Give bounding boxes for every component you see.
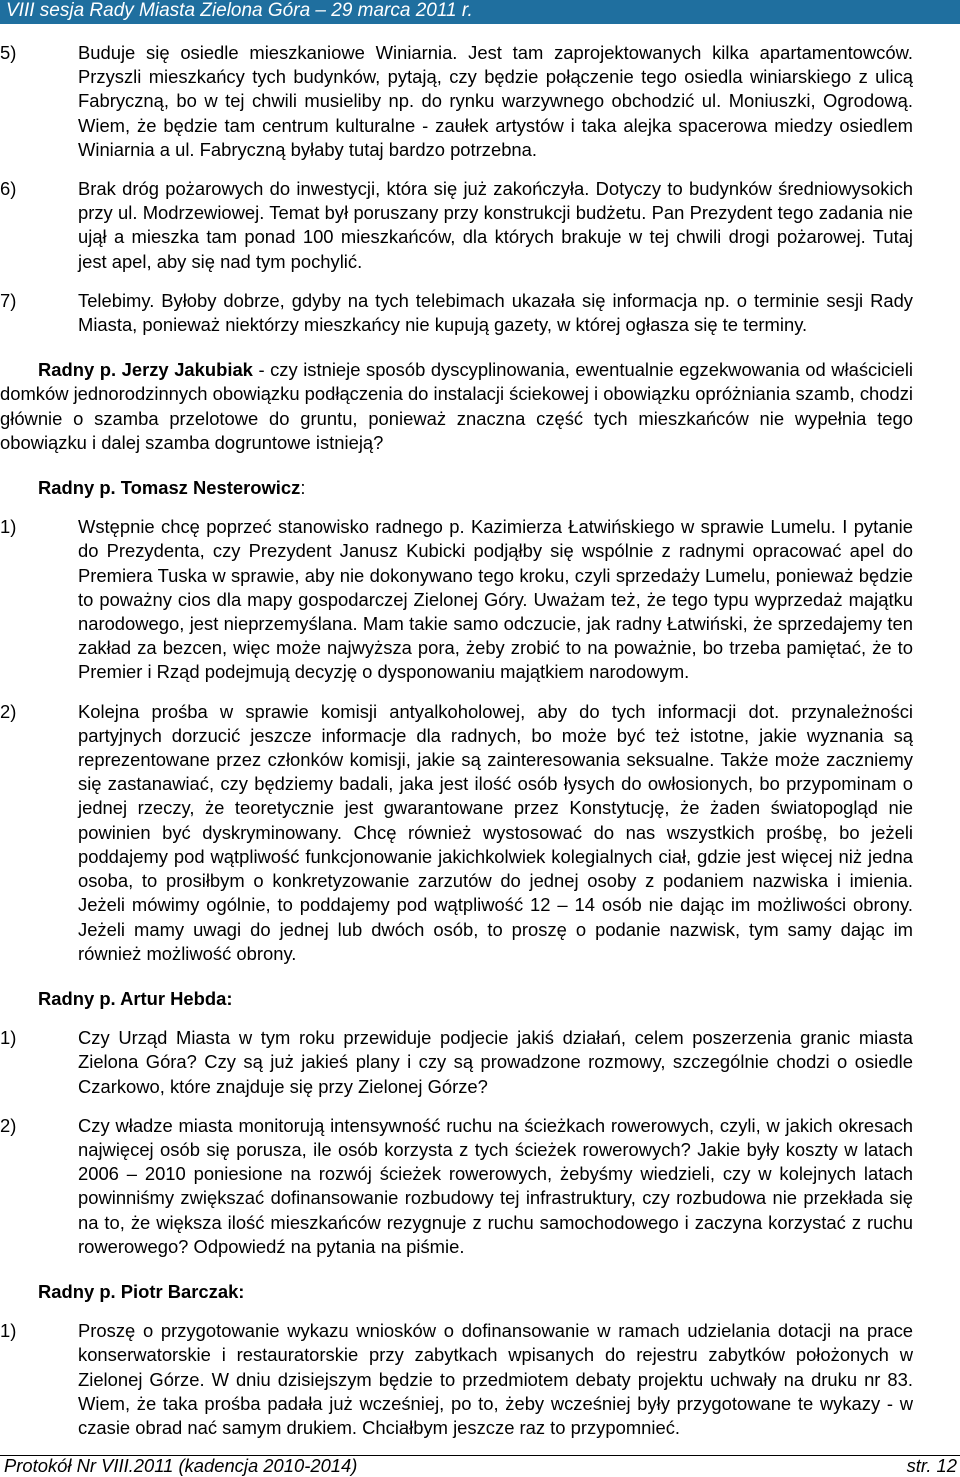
speaker-name: Jerzy Jakubiak (121, 359, 253, 381)
speaker-prefix: Radny p. (38, 359, 122, 381)
running-header-title: VIII sesja Rady Miasta Zielona Góra – 29 marca 2011 r. (6, 0, 473, 21)
page-footer (0, 1456, 960, 1477)
list-item (0, 1114, 913, 1259)
list-item-text: Czy władze miasta monitorują intensywność ruchu na ścieżkach rowerowych, czyli, w jakich okresach najwięcej osób się porusza, ile osób korzysta z tych ścieżek rowerowych? Jakie były koszty w latach 2006 – 2010 poniesione na rozwój ścieżek rowerowych, żebyśmy wiedzieli, czy w kolejnych latach powinniśmy zwiększać dofinansowanie rozbudowy tej infrastruktury, czy rozbudowa nie przekłada się na to, że większa ilość mieszkańców rezygnuje z ruchu samochodowego i zaczyna korzystać z ruchu rowerowego? Odpowiedź na pytania na piśmie. (78, 1114, 913, 1257)
list-item-text: Brak dróg pożarowych do inwestycji, która się już zakończyła. Dotyczy to budynków średniowysokich przy ul. Modrzewiowej. Temat był poruszany przy konstrukcji budżetu. Pan Prezydent tego zadania nie ujął a mieszka tam ponad 100 mieszkańców, dla których brakuje w tej chwili drogi pożarowej. Tutaj jest apel, aby się nad tym pochylić. (78, 178, 913, 272)
list-item-text: Telebimy. Byłoby dobrze, gdyby na tych telebimach ukazała się informacja np. o terminie sesji Rady Miasta, ponieważ niektórzy mieszkańcy nie kupują gazety, w której ogłasza się te terminy. (78, 289, 913, 336)
jakubiak-paragraph (0, 358, 913, 455)
list-item-number: 1) (0, 1320, 17, 1342)
list-item-text: Kolejna prośba w sprawie komisji antyalkoholowej, aby do tych informacji dot. przynależności partyjnych dorzucić jeszcze informacje dla radnych, bo może być też istotne, jakie wyznania są reprezentowane przez członków komisji, jakie są zainteresowania seksualne. Także może zaczniemy się zastanawiać, czy będziemy badali, jaka jest ilość osób łysych do owłosionych, bo przypominam o jednej rzeczy, że teoretycznie jest gwarantowane przez Konstytucję, że żaden światopogląd nie powinien być dyskryminowany. Chcę również wystosować do nas wszystkich prośbę, bo jeżeli poddajemy pod wątpliwość funkcjonowanie jakichkolwiek kolegialnych ciał, gdzie jest więcej niż jedna osoba, to prosiłbym o konkretyzowanie zarzutów do jednej osoby z podaniem nazwiska i imienia. Jeżeli mówimy ogólnie, to poddajemy pod wątpliwość 12 – 14 osób nie dając im możliwości obrony. Jeżeli mamy uwagi do jednej lub dwóch osób, to proszę o podanie nazwisk, tym samy dając im również możliwość obrony. (78, 700, 913, 964)
list-item-text: Czy Urząd Miasta w tym roku przewiduje podjecie jakiś działań, celem poszerzenia granic miasta Zielona Góra? Czy są już jakieś plany i czy są prowadzone rozmowy, szczególnie chodzi o osiedle Czarkowo, które znajduje się przy Zielonej Górze? (78, 1027, 913, 1097)
list-item (0, 515, 913, 684)
list-item-number: 7) (0, 289, 17, 311)
list-item-number: 2) (0, 1114, 17, 1136)
jakubiak-question: - czy istnieje sposób dyscyplinowania, ewentualnie egzekwowania od właścicieli domków jednorodzinnych obowiązku podłączenia do instalacji ściekowej i obowiązku opróżniania szamb, chodzi głównie o szamba przelotowe do gruntu, ponieważ znaczna część tych mieszkańców nie wypełnia tego obowiązku i dalej szamba dogruntowe istnieją? (0, 359, 913, 453)
speaker-heading: Radny p. Tomasz Nesterowicz: (38, 477, 306, 499)
speaker-heading: Radny p. Piotr Barczak: (38, 1280, 245, 1302)
speaker-heading: Radny p. Artur Hebda: (38, 987, 233, 1009)
list-item-number: 6) (0, 178, 17, 200)
list-item-number: 1) (0, 1027, 17, 1049)
list-item (0, 700, 913, 966)
list-item (0, 1319, 913, 1440)
footer-protocol: Protokół Nr VIII.2011 (kadencja 2010-2014) (4, 1455, 358, 1476)
list-item-text: Buduje się osiedle mieszkaniowe Winiarnia. Jest tam zaprojektowanych kilka apartamentowców. Przyszli mieszkańcy tych budynków, pytają, czy będzie połączenie tego osiedla winiarskiego z ulicą Fabryczną, bo w tej chwili musieliby np. do rynku warzywnego obchodzić ul. Moniuszki, Ogrodową. Wiem, że będzie tam centrum kulturalne - zaułek artystów i taka alejka spacerowa miedzy osiedlem Winiarnia a ul. Fabryczną byłaby tutaj bardzo potrzebna. (78, 42, 913, 160)
list-item (0, 1026, 913, 1099)
list-item-text: Proszę o przygotowanie wykazu wniosków o dofinansowanie w ramach udzielania dotacji na prace konserwatorskie i restauratorskie przy zabytkach wpisanych do rejestru zabytków położonych w Zielonej Górze. W dniu dzisiejszym będzie to przedmiotem debaty projektu uchwały na druku nr 83. Wiem, że taka prośba padała już wcześniej, po to, żeby wcześniej były przygotowane te wykazy - w czasie obrad nać samym drukiem. Chciałbym jeszcze raz to przypomnieć. (78, 1320, 913, 1438)
list-item-number: 1) (0, 516, 17, 538)
page-content (0, 41, 913, 1440)
list-item (0, 289, 913, 337)
page-number: str. 12 (906, 1455, 957, 1476)
running-header (0, 0, 960, 24)
list-item-text: Wstępnie chcę poprzeć stanowisko radnego p. Kazimierza Łatwińskiego w sprawie Lumelu. I pytanie do Prezydenta, czy Prezydent Janusz Kubicki podjąłby się wspólnie z radnymi opracować apel do Premiera Tuska w sprawie, aby nie dokonywano tego kroku, czyli sprzedaży Lumelu, ponieważ będzie to poważny cios dla mapy gospodarczej Zielonej Góry. Uważam też, że tego typu wyprzedaż majątku narodowego, jest nieprzemyślana. Mam takie samo odczucie, jak radny Łatwiński, że sprzedajemy ten zakład za bezcen, więc może najwyższa pora, żeby zrobić to na poważnie, bo trzeba pamiętać, że to Premier i Rząd podejmują decyzję o dysponowaniu majątkiem narodowym. (78, 516, 913, 683)
list-item (0, 41, 913, 162)
list-item-number: 2) (0, 700, 17, 722)
list-item-number: 5) (0, 42, 17, 63)
list-item (0, 177, 913, 274)
